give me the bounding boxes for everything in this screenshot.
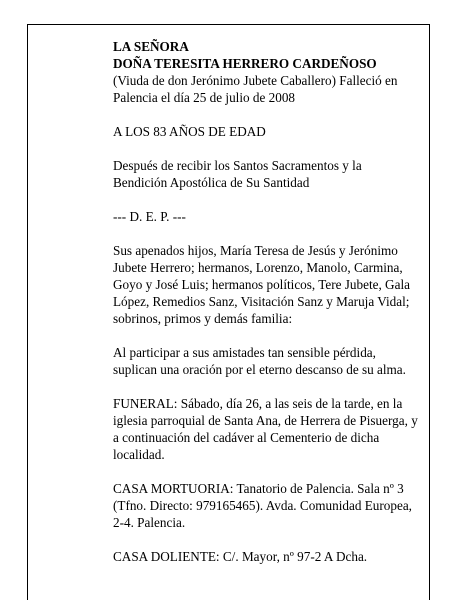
intro-text: (Viuda de don Jerónimo Jubete Caballero) Falleció en Palencia el día 25 de julio de 2008 bbox=[113, 73, 398, 105]
deceased-name: DOÑA TERESITA HERRERO CARDEÑOSO bbox=[113, 56, 377, 71]
dep-text: --- D. E. P. --- bbox=[113, 209, 186, 224]
request-text: Al participar a sus amistades tan sensible pérdida, suplican una oración por el eterno descanso de su alma. bbox=[113, 345, 406, 377]
mortuary-text: CASA MORTUORIA: Tanatorio de Palencia. Sala nº 3 (Tfno. Directo: 979165465). Avda. Comunidad Europea, 2-4. Palencia. bbox=[113, 481, 412, 530]
age-text: A LOS 83 AÑOS DE EDAD bbox=[113, 124, 266, 139]
family-text: Sus apenados hijos, María Teresa de Jesús y Jerónimo Jubete Herrero; hermanos, Lorenzo, Manolo, Carmina, Goyo y José Luis; hermanos políticos, Tere Jubete, Gala López, Remedios Sanz, Visitación Sanz y Maruja Vidal; sobrinos, primos y demás familia: bbox=[113, 243, 410, 326]
sacraments-text: Después de recibir los Santos Sacramentos y la Bendición Apostólica de Su Santidad bbox=[113, 158, 362, 190]
header-title: LA SEÑORA bbox=[113, 39, 189, 54]
mourning-house-text: CASA DOLIENTE: C/. Mayor, nº 97-2 A Dcha. bbox=[113, 549, 368, 564]
funeral-text: FUNERAL: Sábado, día 26, a las seis de la tarde, en la iglesia parroquial de Santa Ana, de Herrera de Pisuerga, y a continuación del cadáver al Cementerio de dicha localidad. bbox=[113, 396, 418, 462]
obituary-text bbox=[113, 38, 418, 565]
